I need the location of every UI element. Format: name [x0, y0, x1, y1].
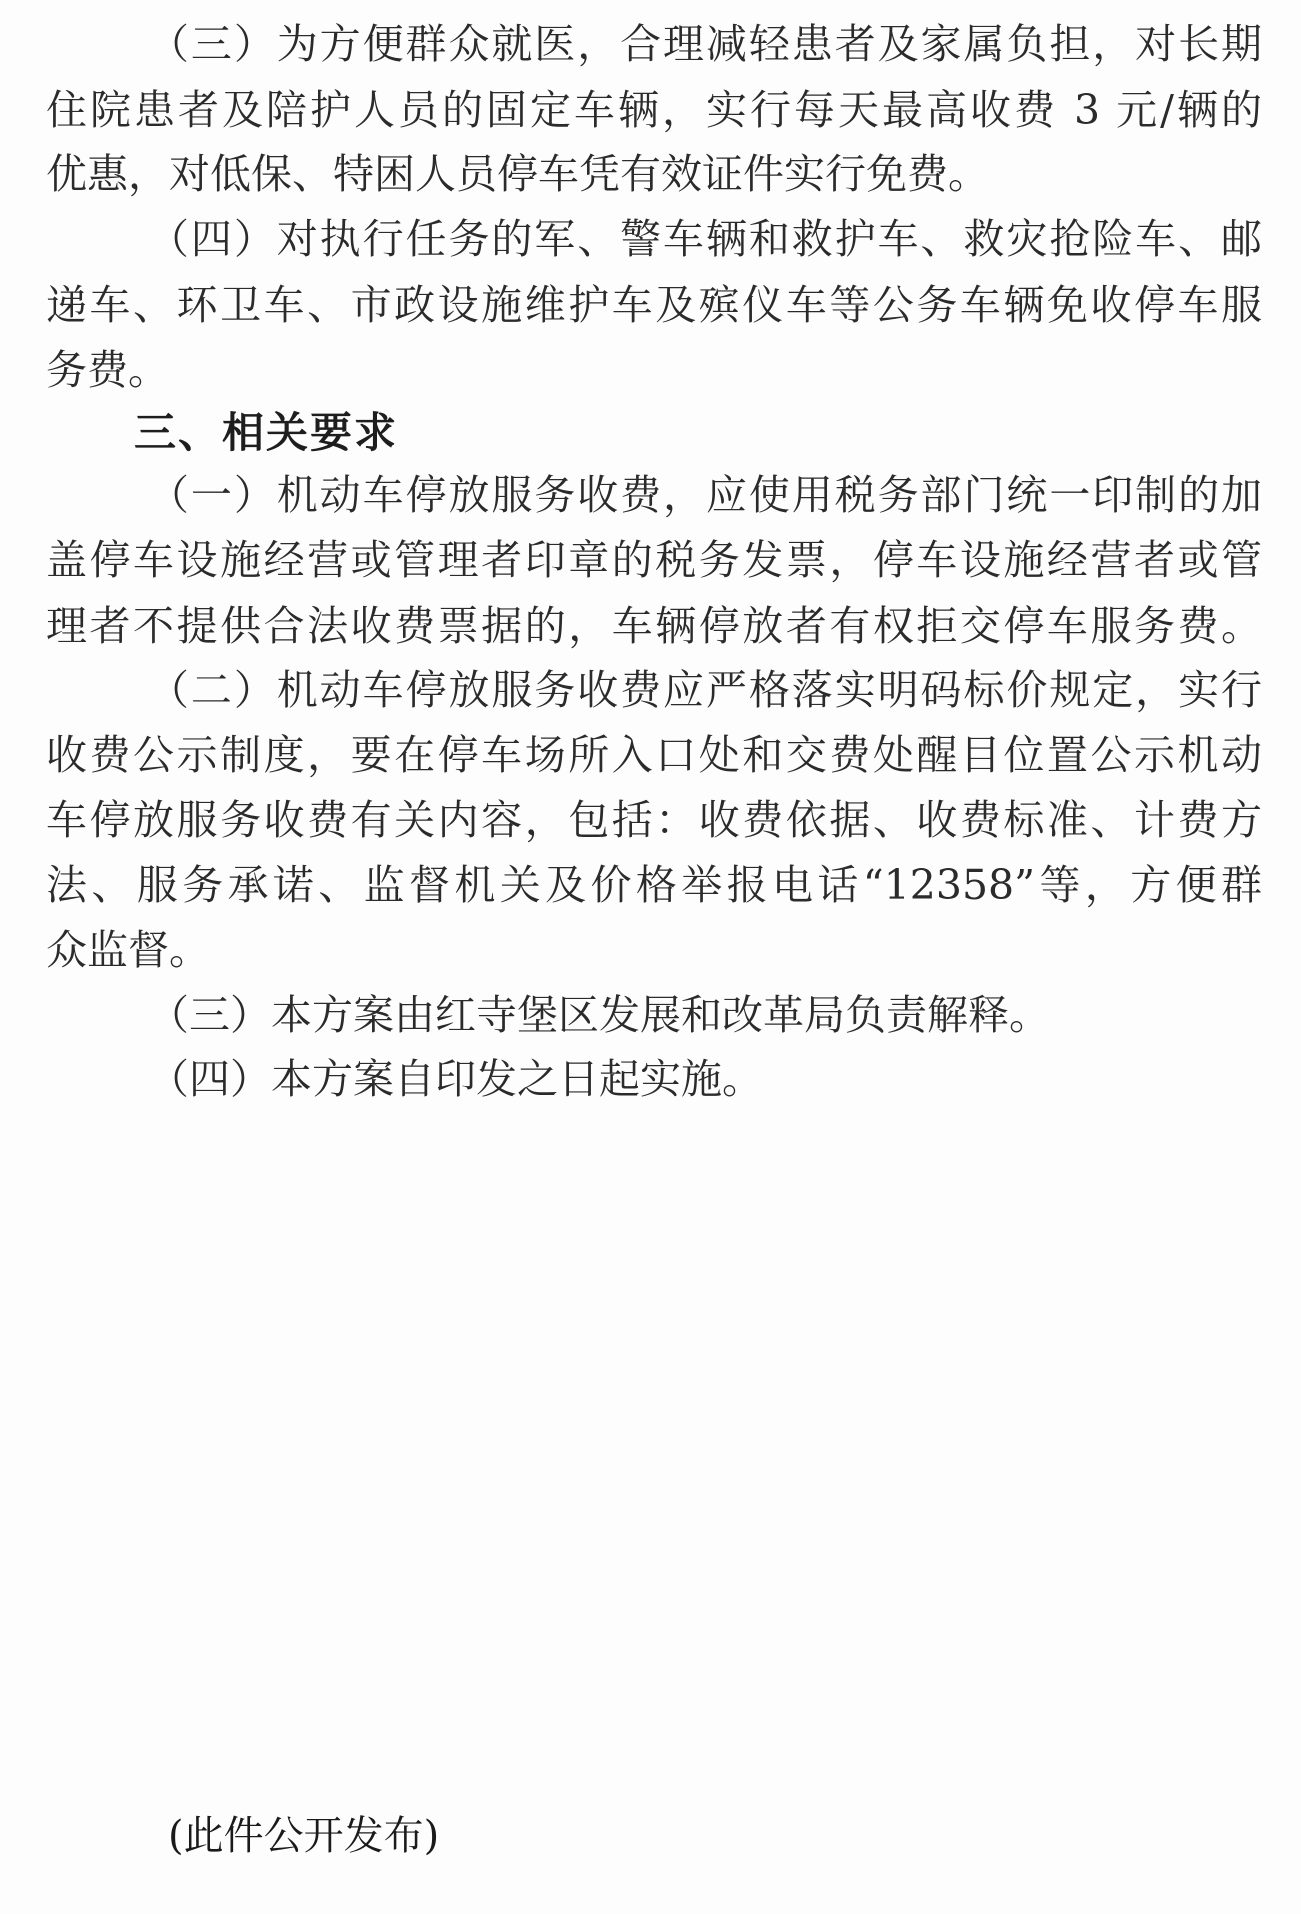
- paragraph-line: 车停放服务收费有关内容，包括：收费依据、收费标准、计费方: [46, 796, 1262, 844]
- paragraph-line: （四）对执行任务的军、警车辆和救护车、救灾抢险车、邮: [148, 215, 1262, 263]
- paragraph-line: 理者不提供合法收费票据的，车辆停放者有权拒交停车服务费。: [46, 602, 1262, 650]
- paragraph-line: 众监督。: [46, 926, 210, 974]
- paragraph-line: 收费公示制度，要在停车场所入口处和交费处醒目位置公示机动: [46, 731, 1262, 779]
- paragraph-line: （三）本方案由红寺堡区发展和改革局负责解释。: [148, 991, 1050, 1039]
- section-heading: 三、相关要求: [134, 408, 399, 457]
- paragraph-line: （四）本方案自印发之日起实施。: [148, 1055, 763, 1103]
- paragraph-line: （二）机动车停放服务收费应严格落实明码标价规定，实行: [148, 666, 1262, 714]
- publication-note: (此件公开发布): [168, 1813, 440, 1859]
- paragraph-line: 务费。: [46, 346, 169, 394]
- paragraph-line: （一）机动车停放服务收费，应使用税务部门统一印制的加: [148, 471, 1262, 519]
- paragraph-line: 优惠，对低保、特困人员停车凭有效证件实行免费。: [46, 150, 989, 198]
- paragraph-line: 递车、环卫车、市政设施维护车及殡仪车等公务车辆免收停车服: [46, 281, 1262, 329]
- paragraph-line: 法、服务承诺、监督机关及价格举报电话“12358”等，方便群: [46, 861, 1262, 909]
- paragraph-line: （三）为方便群众就医，合理减轻患者及家属负担，对长期: [148, 20, 1262, 68]
- paragraph-line: 住院患者及陪护人员的固定车辆，实行每天最高收费 3 元/辆的: [46, 86, 1262, 134]
- paragraph-line: 盖停车设施经营或管理者印章的税务发票，停车设施经营者或管: [46, 536, 1262, 584]
